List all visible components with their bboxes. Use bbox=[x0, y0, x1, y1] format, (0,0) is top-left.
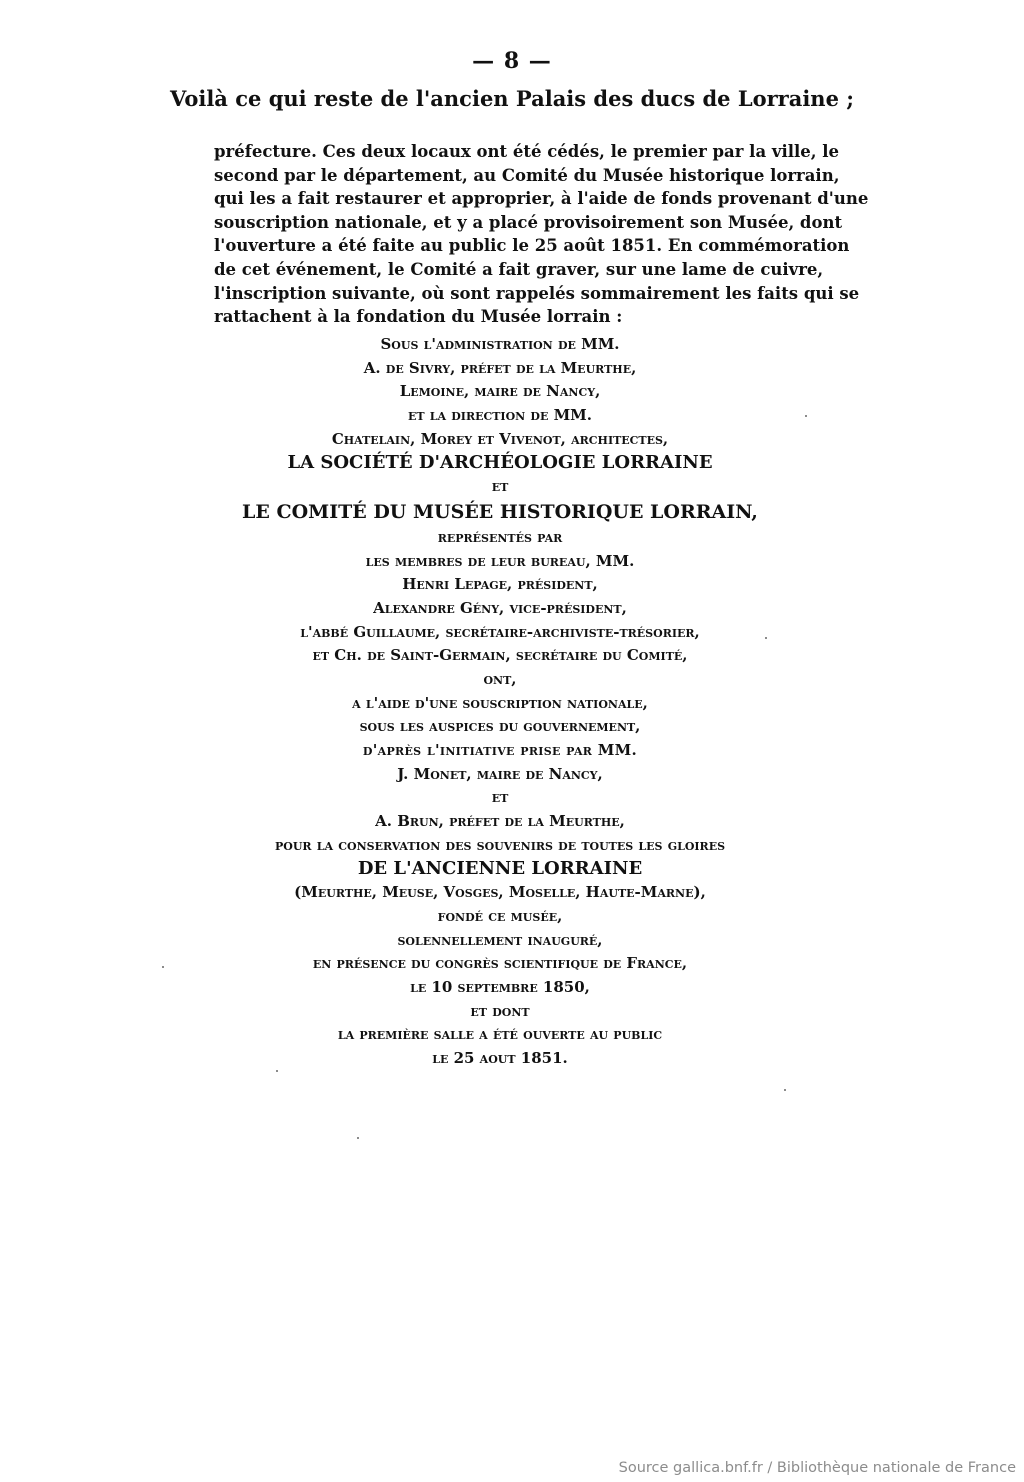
inscription-line: et la direction de MM. bbox=[407, 406, 592, 425]
paragraph-line: l'ouverture a été faite au public le 25 août 1851. En commémoration bbox=[214, 236, 850, 256]
scan-speck bbox=[805, 415, 807, 417]
inscription-line: en présence du congrès scientifique de France, bbox=[312, 954, 688, 973]
paragraph-line: second par le département, au Comité du Musée historique lorrain, bbox=[214, 165, 840, 185]
paragraph-line: l'inscription suivante, où sont rappelés sommairement les faits qui se bbox=[214, 283, 860, 303]
scan-speck bbox=[357, 1137, 359, 1139]
inscription-line: ont, bbox=[483, 669, 517, 688]
inscription-line: sous les auspices du gouvernement, bbox=[359, 717, 641, 736]
inscription-line: LA SOCIÉTÉ D'ARCHÉOLOGIE LORRAINE bbox=[287, 452, 713, 474]
inscription-line: la première salle a été ouverte au public bbox=[337, 1025, 663, 1044]
page-heading: Voilà ce qui reste de l'ancien Palais des ducs de Lorraine ; bbox=[169, 86, 855, 111]
inscription-line: A. de Sivry, préfet de la Meurthe, bbox=[363, 358, 637, 377]
inscription-line: représentés par bbox=[437, 527, 563, 546]
paragraph-line: de cet événement, le Comité a fait graver, sur une lame de cuivre, bbox=[214, 259, 824, 279]
inscription-line: solennellement inauguré, bbox=[397, 930, 603, 949]
inscription-line: (Meurthe, Meuse, Vosges, Moselle, Haute-Marne), bbox=[294, 883, 706, 902]
inscription-line: d'après l'initiative prise par MM. bbox=[362, 741, 638, 759]
inscription-line: le 10 septembre 1850, bbox=[410, 977, 590, 996]
paragraph-line: rattachent à la fondation du Musée lorrain : bbox=[214, 307, 623, 327]
inscription-line: Alexandre Gény, vice-président, bbox=[373, 598, 627, 617]
inscription-line: a l'aide d'une souscription nationale, bbox=[352, 693, 648, 712]
inscription-line: Sous l'administration de MM. bbox=[380, 335, 620, 353]
inscription-line: pour la conservation des souvenirs de toutes les gloires bbox=[274, 835, 726, 854]
scan-speck bbox=[765, 637, 767, 639]
paragraph-line: préfecture. Ces deux locaux ont été cédés, le premier par la ville, le bbox=[214, 142, 840, 161]
paragraph-line: souscription nationale, et y a placé provisoirement son Musée, dont bbox=[214, 212, 843, 232]
inscription-line: le 25 aout 1851. bbox=[432, 1048, 568, 1067]
scan-speck bbox=[162, 966, 164, 968]
inscription-line: Henri Lepage, président, bbox=[402, 575, 598, 594]
inscription-line: A. Brun, préfet de la Meurthe, bbox=[375, 812, 625, 831]
inscription-line: et Ch. de Saint-Germain, secrétaire du Comité, bbox=[312, 646, 688, 665]
page-number: — 8 — bbox=[472, 48, 552, 74]
inscription-line: Chatelain, Morey et Vivenot, architectes, bbox=[331, 429, 669, 448]
inscription-line: Lemoine, maire de Nancy, bbox=[399, 382, 601, 401]
inscription-block bbox=[200, 333, 800, 1071]
inscription-line: l'abbé Guillaume, secrétaire-archiviste-trésorier, bbox=[300, 622, 700, 641]
source-attribution: Source gallica.bnf.fr / Bibliothèque nationale de France bbox=[618, 1460, 1016, 1476]
inscription-line: les membres de leur bureau, MM. bbox=[365, 551, 635, 570]
inscription-line: et bbox=[491, 477, 509, 496]
inscription-line: et bbox=[491, 788, 509, 807]
body-paragraph bbox=[214, 140, 869, 329]
inscription-line: LE COMITÉ DU MUSÉE HISTORIQUE LORRAIN, bbox=[242, 500, 758, 523]
inscription-line: DE L'ANCIENNE LORRAINE bbox=[357, 858, 643, 880]
inscription-line: J. Monet, maire de Nancy, bbox=[397, 764, 603, 783]
scan-speck bbox=[784, 1089, 786, 1091]
paragraph-line: qui les a fait restaurer et approprier, à l'aide de fonds provenant d'une bbox=[214, 189, 869, 209]
scan-speck bbox=[276, 1070, 278, 1072]
inscription-line: fondé ce musée, bbox=[437, 906, 563, 925]
inscription-line: et dont bbox=[470, 1001, 530, 1020]
